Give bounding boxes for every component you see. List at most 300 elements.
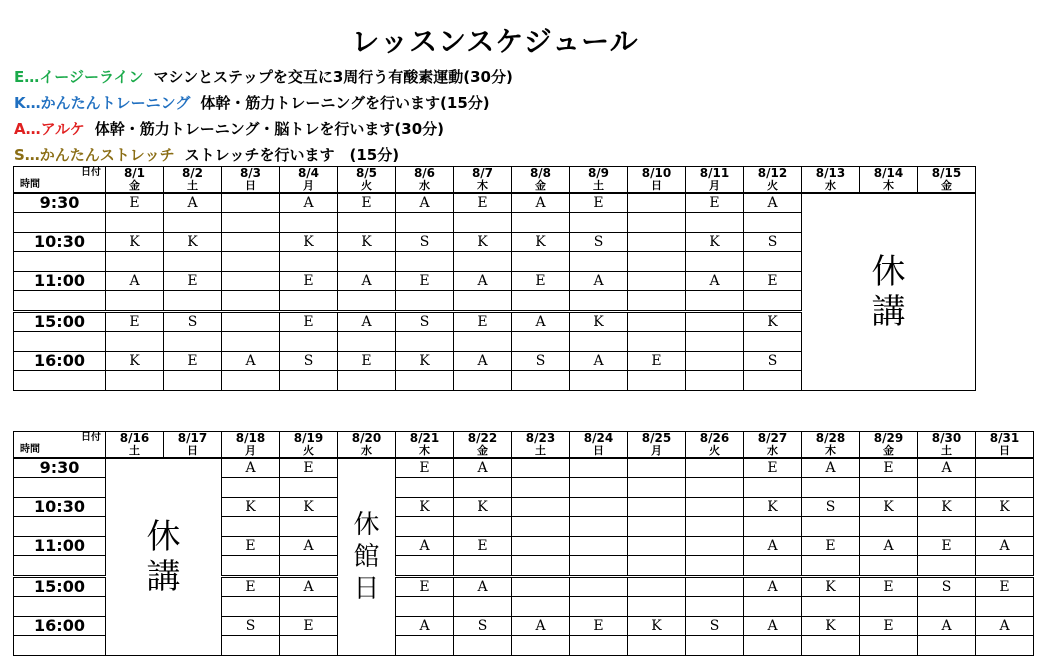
spacer-cell bbox=[454, 556, 512, 577]
spacer-cell bbox=[628, 371, 686, 391]
class-cell: A bbox=[512, 312, 570, 332]
header-corner bbox=[14, 167, 106, 194]
spacer-cell bbox=[14, 332, 106, 352]
spacer-cell bbox=[512, 371, 570, 391]
date-header: 8/20 bbox=[338, 432, 396, 445]
date-header: 8/3 bbox=[222, 167, 280, 180]
spacer-cell bbox=[164, 332, 222, 352]
class-cell: S bbox=[744, 352, 802, 371]
spacer-cell bbox=[512, 213, 570, 233]
class-cell: S bbox=[280, 352, 338, 371]
class-cell: E bbox=[628, 352, 686, 371]
spacer-cell bbox=[14, 291, 106, 312]
spacer-cell bbox=[338, 332, 396, 352]
date-header: 8/16 bbox=[106, 432, 164, 445]
spacer-cell bbox=[14, 371, 106, 391]
class-cell: K bbox=[106, 352, 164, 371]
spacer-cell bbox=[106, 332, 164, 352]
spacer-cell bbox=[686, 291, 744, 312]
class-cell: K bbox=[396, 498, 454, 517]
date-header: 8/23 bbox=[512, 432, 570, 445]
spacer-cell bbox=[512, 478, 570, 498]
spacer-cell bbox=[570, 252, 628, 272]
spacer-cell bbox=[570, 636, 628, 656]
class-cell: A bbox=[918, 617, 976, 636]
class-cell: A bbox=[396, 617, 454, 636]
date-header: 8/13 bbox=[802, 167, 860, 180]
spacer-cell bbox=[512, 597, 570, 617]
spacer-cell bbox=[164, 371, 222, 391]
closed-char: 講 bbox=[146, 557, 181, 597]
spacer-cell bbox=[744, 291, 802, 312]
class-cell bbox=[686, 458, 744, 478]
date-header: 8/18 bbox=[222, 432, 280, 445]
weekday-header: 水 bbox=[802, 179, 860, 193]
weekday-header: 日 bbox=[570, 444, 628, 458]
schedule-table-first-half bbox=[13, 166, 976, 391]
spacer-cell bbox=[628, 252, 686, 272]
class-cell: A bbox=[976, 617, 1034, 636]
date-header: 8/9 bbox=[570, 167, 628, 180]
class-cell: A bbox=[512, 617, 570, 636]
spacer-cell bbox=[628, 517, 686, 537]
spacer-cell bbox=[918, 636, 976, 656]
class-cell: E bbox=[280, 312, 338, 332]
weekday-header: 土 bbox=[512, 444, 570, 458]
closed-block bbox=[106, 458, 222, 656]
class-cell: K bbox=[222, 498, 280, 517]
class-cell: K bbox=[454, 498, 512, 517]
class-cell: S bbox=[454, 617, 512, 636]
spacer-cell bbox=[686, 252, 744, 272]
time-label: 16:00 bbox=[14, 617, 106, 636]
spacer-cell bbox=[454, 636, 512, 656]
class-cell bbox=[686, 498, 744, 517]
weekday-header: 日 bbox=[164, 444, 222, 458]
legend-item bbox=[14, 92, 490, 113]
spacer-cell bbox=[280, 213, 338, 233]
weekday-header: 火 bbox=[686, 444, 744, 458]
class-cell: E bbox=[338, 193, 396, 213]
class-cell: A bbox=[222, 458, 280, 478]
weekday-header: 月 bbox=[628, 444, 686, 458]
spacer-cell bbox=[396, 332, 454, 352]
date-header: 8/27 bbox=[744, 432, 802, 445]
legend-code: A…アルケ bbox=[14, 120, 85, 138]
spacer-cell bbox=[280, 252, 338, 272]
spacer-cell bbox=[744, 556, 802, 577]
class-cell: A bbox=[396, 193, 454, 213]
spacer-cell bbox=[14, 213, 106, 233]
class-cell bbox=[628, 272, 686, 291]
class-cell: S bbox=[396, 233, 454, 252]
class-cell: K bbox=[918, 498, 976, 517]
date-header: 8/4 bbox=[280, 167, 338, 180]
spacer-cell bbox=[512, 291, 570, 312]
class-cell: A bbox=[570, 272, 628, 291]
date-header: 8/14 bbox=[860, 167, 918, 180]
weekday-header: 土 bbox=[918, 444, 976, 458]
closed-block bbox=[802, 193, 976, 391]
spacer-cell bbox=[860, 478, 918, 498]
date-header: 8/21 bbox=[396, 432, 454, 445]
class-cell: E bbox=[860, 577, 918, 597]
class-cell: A bbox=[454, 458, 512, 478]
spacer-cell bbox=[512, 332, 570, 352]
holiday-char: 館 bbox=[353, 542, 380, 572]
date-header: 8/10 bbox=[628, 167, 686, 180]
legend-description: マシンとステップを交互に3周行う有酸素運動(30分) bbox=[153, 68, 513, 86]
legend-code: S…かんたんストレッチ bbox=[14, 146, 175, 164]
class-cell: S bbox=[164, 312, 222, 332]
time-label: 15:00 bbox=[14, 577, 106, 597]
spacer-cell bbox=[512, 556, 570, 577]
spacer-cell bbox=[454, 252, 512, 272]
weekday-header: 土 bbox=[570, 179, 628, 193]
spacer-cell bbox=[686, 597, 744, 617]
class-cell bbox=[512, 498, 570, 517]
spacer-cell bbox=[976, 517, 1034, 537]
weekday-header: 火 bbox=[744, 179, 802, 193]
date-header: 8/12 bbox=[744, 167, 802, 180]
spacer-cell bbox=[744, 636, 802, 656]
weekday-header: 土 bbox=[106, 444, 164, 458]
spacer-cell bbox=[280, 291, 338, 312]
spacer-cell bbox=[164, 291, 222, 312]
date-header: 8/2 bbox=[164, 167, 222, 180]
class-cell: K bbox=[686, 233, 744, 252]
spacer-cell bbox=[628, 597, 686, 617]
spacer-cell bbox=[396, 213, 454, 233]
spacer-cell bbox=[860, 517, 918, 537]
spacer-cell bbox=[976, 597, 1034, 617]
spacer-cell bbox=[396, 556, 454, 577]
class-cell bbox=[628, 193, 686, 213]
weekday-header: 月 bbox=[686, 179, 744, 193]
class-cell: K bbox=[802, 577, 860, 597]
weekday-header: 金 bbox=[860, 444, 918, 458]
class-cell: E bbox=[744, 272, 802, 291]
date-header: 8/6 bbox=[396, 167, 454, 180]
spacer-cell bbox=[744, 478, 802, 498]
weekday-header: 月 bbox=[222, 444, 280, 458]
class-cell: E bbox=[396, 272, 454, 291]
class-cell bbox=[570, 577, 628, 597]
header-dates-row bbox=[14, 167, 976, 180]
class-cell: E bbox=[918, 537, 976, 556]
class-cell: E bbox=[280, 272, 338, 291]
date-header: 8/31 bbox=[976, 432, 1034, 445]
weekday-header: 木 bbox=[802, 444, 860, 458]
closed-char: 休 bbox=[146, 517, 181, 557]
class-cell: S bbox=[744, 233, 802, 252]
class-cell: K bbox=[628, 617, 686, 636]
class-cell: A bbox=[744, 537, 802, 556]
class-cell: E bbox=[802, 537, 860, 556]
spacer-cell bbox=[280, 636, 338, 656]
date-header: 8/30 bbox=[918, 432, 976, 445]
spacer-cell bbox=[802, 556, 860, 577]
spacer-cell bbox=[454, 213, 512, 233]
spacer-cell bbox=[686, 332, 744, 352]
weekday-header: 金 bbox=[454, 444, 512, 458]
class-cell: E bbox=[454, 312, 512, 332]
spacer-cell bbox=[976, 636, 1034, 656]
spacer-cell bbox=[744, 332, 802, 352]
class-cell: K bbox=[512, 233, 570, 252]
spacer-cell bbox=[222, 556, 280, 577]
class-cell: K bbox=[744, 498, 802, 517]
class-cell: S bbox=[512, 352, 570, 371]
class-cell bbox=[686, 537, 744, 556]
spacer-cell bbox=[454, 371, 512, 391]
class-cell: E bbox=[396, 458, 454, 478]
class-cell: K bbox=[570, 312, 628, 332]
class-cell: A bbox=[106, 272, 164, 291]
class-cell: K bbox=[280, 498, 338, 517]
spacer-cell bbox=[628, 213, 686, 233]
class-cell: K bbox=[976, 498, 1034, 517]
spacer-cell bbox=[454, 332, 512, 352]
class-cell: A bbox=[744, 193, 802, 213]
corner-date-label: 日付 bbox=[81, 167, 101, 178]
class-cell: A bbox=[164, 193, 222, 213]
class-cell: E bbox=[570, 193, 628, 213]
spacer-cell bbox=[628, 332, 686, 352]
class-cell: E bbox=[570, 617, 628, 636]
date-header: 8/26 bbox=[686, 432, 744, 445]
spacer-cell bbox=[570, 597, 628, 617]
spacer-cell bbox=[280, 332, 338, 352]
class-cell: E bbox=[338, 352, 396, 371]
holiday-block bbox=[338, 458, 396, 656]
class-cell: E bbox=[744, 458, 802, 478]
header-corner bbox=[14, 432, 106, 459]
spacer-cell bbox=[106, 252, 164, 272]
time-label: 11:00 bbox=[14, 537, 106, 556]
spacer-cell bbox=[570, 213, 628, 233]
spacer-cell bbox=[396, 478, 454, 498]
class-cell: E bbox=[106, 193, 164, 213]
page-title: レッスンスケジュール bbox=[351, 25, 639, 58]
spacer-cell bbox=[222, 478, 280, 498]
spacer-cell bbox=[396, 597, 454, 617]
spacer-cell bbox=[454, 597, 512, 617]
legend-item bbox=[14, 118, 444, 139]
header-days-row bbox=[14, 444, 1034, 458]
class-cell: A bbox=[686, 272, 744, 291]
weekday-header: 木 bbox=[860, 179, 918, 193]
class-cell: A bbox=[976, 537, 1034, 556]
class-cell: S bbox=[396, 312, 454, 332]
class-cell: E bbox=[860, 458, 918, 478]
class-cell: S bbox=[570, 233, 628, 252]
class-cell bbox=[628, 577, 686, 597]
spacer-cell bbox=[686, 556, 744, 577]
weekday-header: 日 bbox=[628, 179, 686, 193]
spacer-cell bbox=[14, 597, 106, 617]
class-cell bbox=[686, 577, 744, 597]
spacer-cell bbox=[686, 636, 744, 656]
spacer-cell bbox=[106, 371, 164, 391]
spacer-cell bbox=[628, 556, 686, 577]
spacer-cell bbox=[918, 517, 976, 537]
date-header: 8/22 bbox=[454, 432, 512, 445]
class-cell bbox=[628, 537, 686, 556]
spacer-cell bbox=[512, 252, 570, 272]
class-cell: E bbox=[164, 352, 222, 371]
spacer-cell bbox=[570, 371, 628, 391]
spacer-cell bbox=[744, 597, 802, 617]
class-cell bbox=[222, 312, 280, 332]
spacer-cell bbox=[106, 291, 164, 312]
schedule-table-second-half bbox=[13, 431, 1034, 656]
spacer-cell bbox=[744, 252, 802, 272]
spacer-cell bbox=[454, 478, 512, 498]
spacer-cell bbox=[222, 517, 280, 537]
class-cell bbox=[570, 537, 628, 556]
spacer-cell bbox=[570, 291, 628, 312]
spacer-cell bbox=[570, 478, 628, 498]
spacer-cell bbox=[802, 517, 860, 537]
class-cell: A bbox=[570, 352, 628, 371]
spacer-cell bbox=[14, 636, 106, 656]
spacer-cell bbox=[396, 636, 454, 656]
weekday-header: 月 bbox=[280, 179, 338, 193]
spacer-cell bbox=[570, 332, 628, 352]
spacer-cell bbox=[802, 636, 860, 656]
weekday-header: 日 bbox=[976, 444, 1034, 458]
date-header: 8/11 bbox=[686, 167, 744, 180]
date-header: 8/17 bbox=[164, 432, 222, 445]
class-cell: A bbox=[396, 537, 454, 556]
spacer-cell bbox=[570, 517, 628, 537]
weekday-header: 木 bbox=[396, 444, 454, 458]
date-header: 8/29 bbox=[860, 432, 918, 445]
class-cell: A bbox=[454, 577, 512, 597]
class-cell bbox=[570, 458, 628, 478]
spacer-cell bbox=[222, 332, 280, 352]
class-cell bbox=[628, 312, 686, 332]
spacer-cell bbox=[860, 597, 918, 617]
class-cell: E bbox=[106, 312, 164, 332]
time-label: 9:30 bbox=[14, 193, 106, 213]
date-header: 8/25 bbox=[628, 432, 686, 445]
spacer-cell bbox=[976, 478, 1034, 498]
class-cell: A bbox=[744, 577, 802, 597]
class-cell: A bbox=[802, 458, 860, 478]
weekday-header: 火 bbox=[338, 179, 396, 193]
class-cell bbox=[512, 458, 570, 478]
spacer-cell bbox=[454, 517, 512, 537]
corner-date-label: 日付 bbox=[81, 432, 101, 443]
spacer-cell bbox=[222, 371, 280, 391]
class-cell: K bbox=[860, 498, 918, 517]
class-cell bbox=[222, 193, 280, 213]
date-header: 8/5 bbox=[338, 167, 396, 180]
class-cell: A bbox=[454, 272, 512, 291]
spacer-cell bbox=[164, 213, 222, 233]
spacer-cell bbox=[454, 291, 512, 312]
header-dates-row bbox=[14, 432, 1034, 445]
time-label: 10:30 bbox=[14, 498, 106, 517]
class-cell: A bbox=[280, 193, 338, 213]
weekday-header: 火 bbox=[280, 444, 338, 458]
class-cell: A bbox=[280, 577, 338, 597]
date-header: 8/19 bbox=[280, 432, 338, 445]
class-cell bbox=[570, 498, 628, 517]
date-header: 8/24 bbox=[570, 432, 628, 445]
class-cell: K bbox=[396, 352, 454, 371]
time-row bbox=[14, 458, 1034, 478]
class-cell: E bbox=[222, 577, 280, 597]
spacer-cell bbox=[860, 556, 918, 577]
spacer-cell bbox=[918, 556, 976, 577]
class-cell: E bbox=[396, 577, 454, 597]
holiday-char: 休 bbox=[353, 510, 380, 540]
spacer-cell bbox=[222, 252, 280, 272]
class-cell: E bbox=[976, 577, 1034, 597]
class-cell bbox=[686, 352, 744, 371]
class-cell: K bbox=[106, 233, 164, 252]
spacer-cell bbox=[396, 252, 454, 272]
class-cell bbox=[628, 458, 686, 478]
class-cell bbox=[628, 498, 686, 517]
weekday-header: 水 bbox=[396, 179, 454, 193]
spacer-cell bbox=[686, 371, 744, 391]
class-cell: A bbox=[338, 272, 396, 291]
class-cell: A bbox=[280, 537, 338, 556]
legend-code: E…イージーライン bbox=[14, 68, 144, 86]
spacer-cell bbox=[222, 213, 280, 233]
spacer-cell bbox=[338, 213, 396, 233]
class-cell: E bbox=[686, 193, 744, 213]
corner-time-label: 時間 bbox=[20, 444, 40, 455]
date-header: 8/8 bbox=[512, 167, 570, 180]
header-days-row bbox=[14, 179, 976, 193]
legend-description: ストレッチを行います (15分) bbox=[184, 146, 400, 164]
spacer-cell bbox=[918, 478, 976, 498]
legend-description: 体幹・筋力トレーニングを行います(15分) bbox=[200, 94, 490, 112]
class-cell: A bbox=[222, 352, 280, 371]
class-cell: E bbox=[222, 537, 280, 556]
spacer-cell bbox=[512, 636, 570, 656]
date-header: 8/28 bbox=[802, 432, 860, 445]
spacer-cell bbox=[686, 517, 744, 537]
spacer-cell bbox=[338, 252, 396, 272]
spacer-cell bbox=[14, 517, 106, 537]
class-cell bbox=[976, 458, 1034, 478]
class-cell: A bbox=[338, 312, 396, 332]
weekday-header: 金 bbox=[512, 179, 570, 193]
class-cell: E bbox=[280, 617, 338, 636]
date-header: 8/15 bbox=[918, 167, 976, 180]
class-cell: S bbox=[686, 617, 744, 636]
weekday-header: 土 bbox=[164, 179, 222, 193]
closed-char: 講 bbox=[871, 292, 906, 332]
weekday-header: 水 bbox=[338, 444, 396, 458]
spacer-cell bbox=[744, 371, 802, 391]
class-cell bbox=[512, 577, 570, 597]
time-label: 15:00 bbox=[14, 312, 106, 332]
spacer-cell bbox=[628, 636, 686, 656]
class-cell: K bbox=[164, 233, 222, 252]
spacer-cell bbox=[14, 556, 106, 577]
spacer-cell bbox=[744, 213, 802, 233]
class-cell bbox=[628, 233, 686, 252]
legend-item bbox=[14, 144, 399, 165]
spacer-cell bbox=[280, 371, 338, 391]
